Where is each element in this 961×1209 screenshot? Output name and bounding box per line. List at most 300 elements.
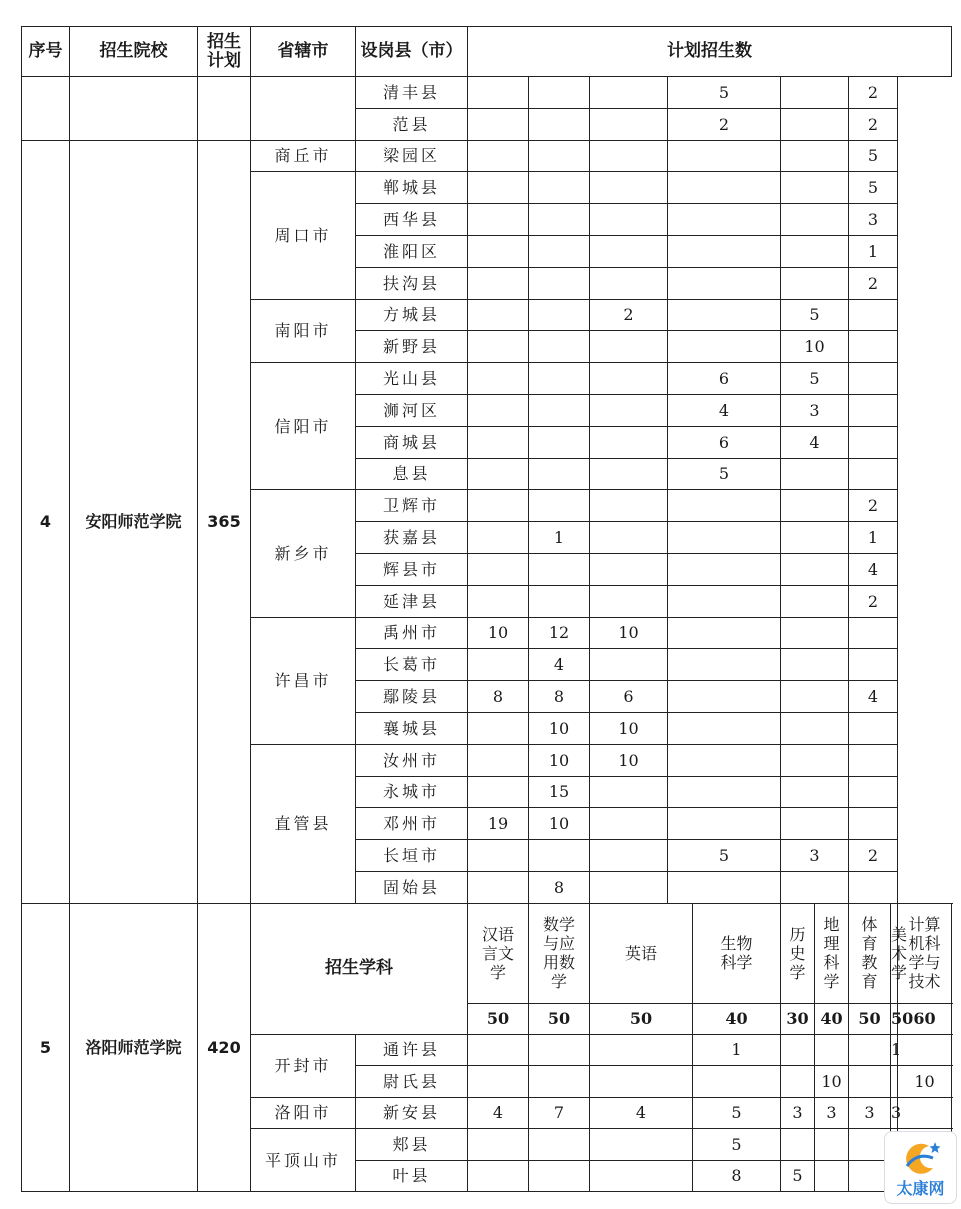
count-cell — [668, 553, 781, 585]
count-cell: 4 — [468, 1097, 529, 1129]
count-cell — [468, 522, 529, 554]
count-cell — [529, 1034, 590, 1066]
subject-quota: 30 — [781, 1003, 815, 1034]
school-name: 洛阳师范学院 — [70, 903, 198, 1192]
count-cell — [781, 1066, 815, 1098]
county-cell: 通许县 — [356, 1034, 468, 1066]
subject-name-line: 术 — [891, 943, 908, 963]
subject-name-line: 学 — [891, 962, 908, 982]
count-cell — [468, 585, 529, 617]
subject-name-line: 英语 — [624, 943, 657, 963]
count-cell — [849, 331, 898, 363]
count-cell — [590, 426, 668, 458]
count-cell — [849, 776, 898, 808]
city-cell: 平顶山市 — [251, 1129, 356, 1192]
count-cell — [668, 204, 781, 236]
count-cell: 10 — [529, 808, 590, 840]
count-cell — [468, 77, 529, 109]
count-cell: 3 — [781, 840, 849, 872]
count-cell: 12 — [529, 617, 590, 649]
count-cell — [529, 426, 590, 458]
count-cell — [468, 204, 529, 236]
count-cell: 5 — [781, 363, 849, 395]
county-cell: 叶县 — [356, 1160, 468, 1192]
table-row — [22, 903, 952, 1003]
count-cell: 10 — [529, 744, 590, 776]
count-cell — [468, 267, 529, 299]
count-cell: 6 — [590, 681, 668, 713]
subject-quota: 60 — [898, 1003, 952, 1034]
count-cell — [529, 1160, 590, 1192]
count-cell: 2 — [849, 490, 898, 522]
count-cell — [849, 617, 898, 649]
county-cell: 息县 — [356, 458, 468, 490]
count-cell — [668, 681, 781, 713]
count-cell — [590, 172, 668, 204]
count-cell: 3 — [849, 204, 898, 236]
count-cell — [668, 172, 781, 204]
count-cell — [668, 871, 781, 903]
count-cell — [668, 808, 781, 840]
count-cell — [693, 1066, 781, 1098]
count-cell — [590, 140, 668, 172]
subject-name-line: 数学 — [542, 915, 575, 935]
count-cell — [590, 553, 668, 585]
count-cell — [781, 490, 849, 522]
count-cell — [468, 712, 529, 744]
subject-quota: 40 — [815, 1003, 849, 1034]
subject-name-line: 学与 — [908, 953, 941, 973]
count-cell — [590, 1160, 693, 1192]
count-cell — [781, 140, 849, 172]
count-cell: 5 — [693, 1129, 781, 1161]
count-cell: 8 — [693, 1160, 781, 1192]
count-cell — [668, 649, 781, 681]
count-cell — [529, 204, 590, 236]
school-name: 安阳师范学院 — [70, 140, 198, 903]
county-cell: 方城县 — [356, 299, 468, 331]
count-cell: 5 — [668, 458, 781, 490]
count-cell — [668, 331, 781, 363]
city-cell: 洛阳市 — [251, 1097, 356, 1129]
count-cell — [590, 776, 668, 808]
subject-name — [590, 903, 693, 1003]
count-cell: 2 — [590, 299, 668, 331]
subject-name-line: 理 — [823, 934, 840, 954]
count-cell — [668, 267, 781, 299]
count-cell — [781, 649, 849, 681]
count-cell — [468, 1129, 529, 1161]
count-cell — [590, 458, 668, 490]
subject-name-line: 历 — [789, 924, 806, 944]
watermark-logo — [884, 1131, 957, 1204]
count-cell: 1 — [693, 1034, 781, 1066]
count-cell — [781, 553, 849, 585]
count-cell — [529, 235, 590, 267]
count-cell — [590, 1129, 693, 1161]
count-cell — [668, 299, 781, 331]
count-cell — [898, 1097, 952, 1129]
count-cell — [781, 1129, 815, 1161]
count-cell: 10 — [590, 712, 668, 744]
count-cell — [529, 1129, 590, 1161]
recruitment-table — [21, 26, 952, 1192]
count-cell — [590, 331, 668, 363]
subject-name — [815, 903, 849, 1003]
subject-name-line: 用数 — [542, 953, 575, 973]
count-cell: 2 — [849, 108, 898, 140]
county-cell: 襄城县 — [356, 712, 468, 744]
count-cell — [849, 458, 898, 490]
county-cell: 鄢陵县 — [356, 681, 468, 713]
city-cell: 新乡市 — [251, 490, 356, 617]
subject-name-line: 教 — [861, 953, 878, 973]
header-county: 设岗县（市） — [356, 27, 468, 77]
subject-name-line: 与应 — [542, 934, 575, 954]
count-cell — [849, 808, 898, 840]
count-cell: 10 — [815, 1066, 849, 1098]
subject-name-line: 汉语 — [481, 924, 514, 944]
count-cell: 15 — [529, 776, 590, 808]
count-cell — [468, 363, 529, 395]
county-cell: 汝州市 — [356, 744, 468, 776]
subject-name — [781, 903, 815, 1003]
count-cell — [468, 1034, 529, 1066]
count-cell — [668, 140, 781, 172]
count-cell — [668, 235, 781, 267]
count-cell — [529, 553, 590, 585]
count-cell — [849, 649, 898, 681]
count-cell — [590, 267, 668, 299]
count-cell: 10 — [898, 1066, 952, 1098]
count-cell — [849, 1066, 891, 1098]
county-cell: 辉县市 — [356, 553, 468, 585]
count-cell — [590, 235, 668, 267]
count-cell — [891, 1066, 898, 1098]
count-cell: 5 — [781, 1160, 815, 1192]
count-cell: 4 — [529, 649, 590, 681]
header-plan-line: 招生 — [207, 31, 241, 52]
plan-cell: 420 — [198, 903, 251, 1192]
subject-quota: 40 — [693, 1003, 781, 1034]
header-plan — [198, 27, 251, 77]
table-row — [22, 27, 952, 77]
count-cell — [849, 394, 898, 426]
subject-name-line: 育 — [861, 934, 878, 954]
count-cell — [529, 840, 590, 872]
county-cell: 郏县 — [356, 1129, 468, 1161]
county-cell: 新野县 — [356, 331, 468, 363]
count-cell — [781, 235, 849, 267]
count-cell — [590, 77, 668, 109]
count-cell — [781, 108, 849, 140]
subject-name-line: 体 — [861, 915, 878, 935]
count-cell — [468, 394, 529, 426]
county-cell: 新安县 — [356, 1097, 468, 1129]
subject-quota: 50 — [529, 1003, 590, 1034]
county-cell: 西华县 — [356, 204, 468, 236]
count-cell: 1 — [891, 1034, 898, 1066]
count-cell: 5 — [781, 299, 849, 331]
subject-name — [529, 903, 590, 1003]
count-cell: 4 — [668, 394, 781, 426]
subject-name — [468, 903, 529, 1003]
count-cell — [781, 204, 849, 236]
count-cell — [468, 108, 529, 140]
county-cell: 淮阳区 — [356, 235, 468, 267]
count-cell: 6 — [668, 426, 781, 458]
count-cell — [781, 712, 849, 744]
count-cell — [590, 363, 668, 395]
count-cell — [529, 299, 590, 331]
county-cell: 尉氏县 — [356, 1066, 468, 1098]
county-cell: 卫辉市 — [356, 490, 468, 522]
count-cell: 3 — [891, 1097, 898, 1129]
count-cell — [529, 585, 590, 617]
subject-name-line: 科学 — [720, 953, 753, 973]
count-cell — [529, 172, 590, 204]
county-cell: 浉河区 — [356, 394, 468, 426]
count-cell — [468, 840, 529, 872]
county-cell: 邓州市 — [356, 808, 468, 840]
header-city: 省辖市 — [251, 27, 356, 77]
count-cell — [781, 808, 849, 840]
subject-name-line: 学 — [550, 972, 567, 992]
count-cell — [781, 522, 849, 554]
count-cell — [468, 331, 529, 363]
count-cell — [590, 649, 668, 681]
count-cell — [668, 776, 781, 808]
crescent-star-icon — [899, 1138, 943, 1178]
count-cell — [529, 108, 590, 140]
school-cell — [70, 77, 198, 141]
count-cell: 4 — [849, 681, 898, 713]
city-cell: 南阳市 — [251, 299, 356, 363]
subject-quota: 50 — [468, 1003, 529, 1034]
count-cell — [529, 1066, 590, 1098]
count-cell: 10 — [590, 617, 668, 649]
count-cell — [668, 712, 781, 744]
count-cell: 2 — [849, 840, 898, 872]
count-cell — [529, 77, 590, 109]
subject-name-line: 计算 — [908, 915, 941, 935]
count-cell: 19 — [468, 808, 529, 840]
count-cell: 5 — [693, 1097, 781, 1129]
count-cell — [849, 744, 898, 776]
count-cell — [529, 490, 590, 522]
count-cell — [781, 172, 849, 204]
count-cell: 1 — [529, 522, 590, 554]
subject-quota: 50 — [849, 1003, 891, 1034]
count-cell — [590, 490, 668, 522]
plan-cell — [198, 77, 251, 141]
county-cell: 获嘉县 — [356, 522, 468, 554]
subject-name — [849, 903, 891, 1003]
table-row — [22, 140, 952, 172]
subject-name-line: 育 — [861, 972, 878, 992]
count-cell: 5 — [849, 140, 898, 172]
count-cell: 3 — [849, 1097, 891, 1129]
county-cell: 清丰县 — [356, 77, 468, 109]
subject-name-line: 言文 — [481, 943, 514, 963]
count-cell — [781, 458, 849, 490]
count-cell — [781, 585, 849, 617]
count-cell — [849, 712, 898, 744]
subject-name — [693, 903, 781, 1003]
count-cell — [590, 1034, 693, 1066]
count-cell — [781, 617, 849, 649]
count-cell: 7 — [529, 1097, 590, 1129]
subject-header: 招生学科 — [251, 903, 468, 1034]
subject-name-line: 学 — [489, 962, 506, 982]
count-cell — [529, 394, 590, 426]
count-cell — [529, 458, 590, 490]
county-cell: 固始县 — [356, 871, 468, 903]
count-cell — [668, 522, 781, 554]
count-cell: 3 — [815, 1097, 849, 1129]
count-cell — [781, 871, 849, 903]
count-cell — [590, 808, 668, 840]
count-cell — [668, 617, 781, 649]
count-cell — [468, 490, 529, 522]
count-cell — [590, 1066, 693, 1098]
count-cell: 8 — [529, 871, 590, 903]
count-cell: 2 — [849, 267, 898, 299]
subject-name-line: 史 — [789, 943, 806, 963]
count-cell — [590, 394, 668, 426]
county-cell: 长葛市 — [356, 649, 468, 681]
count-cell — [468, 172, 529, 204]
county-cell: 延津县 — [356, 585, 468, 617]
seq-cell: 4 — [22, 140, 70, 903]
count-cell: 2 — [849, 77, 898, 109]
count-cell — [781, 267, 849, 299]
count-cell — [468, 458, 529, 490]
count-cell — [849, 1034, 891, 1066]
header-count: 计划招生数 — [468, 27, 952, 77]
count-cell — [468, 1160, 529, 1192]
subject-name-line: 学 — [823, 972, 840, 992]
subject-name-line: 生物 — [720, 934, 753, 954]
count-cell — [781, 744, 849, 776]
count-cell — [590, 585, 668, 617]
city-cell: 周口市 — [251, 172, 356, 299]
watermark-text: 太康网 — [896, 1179, 945, 1198]
subject-name-line: 地 — [823, 915, 840, 935]
county-cell: 梁园区 — [356, 140, 468, 172]
header-plan-line: 计划 — [207, 50, 241, 71]
count-cell — [590, 522, 668, 554]
count-cell: 5 — [849, 172, 898, 204]
county-cell: 禹州市 — [356, 617, 468, 649]
count-cell — [815, 1129, 849, 1161]
seq-cell — [22, 77, 70, 141]
count-cell: 1 — [849, 522, 898, 554]
subject-name-line: 学 — [789, 962, 806, 982]
subject-quota: 50 — [590, 1003, 693, 1034]
header-school: 招生院校 — [70, 27, 198, 77]
count-cell: 2 — [849, 585, 898, 617]
county-cell: 永城市 — [356, 776, 468, 808]
count-cell — [815, 1034, 849, 1066]
count-cell — [590, 204, 668, 236]
count-cell: 10 — [590, 744, 668, 776]
city-cell — [251, 77, 356, 141]
count-cell — [668, 744, 781, 776]
city-cell: 开封市 — [251, 1034, 356, 1097]
count-cell — [529, 267, 590, 299]
count-cell: 5 — [668, 77, 781, 109]
table-row — [22, 77, 952, 109]
count-cell — [468, 426, 529, 458]
count-cell: 4 — [590, 1097, 693, 1129]
subject-name-line: 科 — [823, 953, 840, 973]
count-cell — [468, 649, 529, 681]
count-cell — [849, 299, 898, 331]
city-cell: 直管县 — [251, 744, 356, 903]
count-cell: 4 — [781, 426, 849, 458]
count-cell — [815, 1160, 849, 1192]
count-cell — [849, 426, 898, 458]
county-cell: 范县 — [356, 108, 468, 140]
count-cell — [590, 108, 668, 140]
count-cell — [468, 299, 529, 331]
count-cell — [590, 840, 668, 872]
plan-cell: 365 — [198, 140, 251, 903]
count-cell: 3 — [781, 1097, 815, 1129]
count-cell: 8 — [529, 681, 590, 713]
count-cell — [781, 776, 849, 808]
count-cell: 10 — [781, 331, 849, 363]
count-cell — [468, 744, 529, 776]
subject-name-line: 机科 — [908, 934, 941, 954]
count-cell — [849, 363, 898, 395]
count-cell: 1 — [849, 235, 898, 267]
seq-cell: 5 — [22, 903, 70, 1192]
count-cell — [781, 77, 849, 109]
subject-name — [891, 903, 908, 1003]
header-seq: 序号 — [22, 27, 70, 77]
count-cell — [529, 140, 590, 172]
count-cell — [468, 235, 529, 267]
count-cell: 8 — [468, 681, 529, 713]
county-cell: 商城县 — [356, 426, 468, 458]
count-cell — [468, 776, 529, 808]
count-cell — [781, 681, 849, 713]
count-cell — [668, 585, 781, 617]
count-cell: 5 — [668, 840, 781, 872]
county-cell: 扶沟县 — [356, 267, 468, 299]
count-cell — [529, 331, 590, 363]
count-cell — [590, 871, 668, 903]
county-cell: 光山县 — [356, 363, 468, 395]
count-cell — [898, 1034, 952, 1066]
city-cell: 商丘市 — [251, 140, 356, 172]
subject-quota: 50 — [891, 1003, 898, 1034]
count-cell: 6 — [668, 363, 781, 395]
count-cell — [529, 363, 590, 395]
city-cell: 许昌市 — [251, 617, 356, 744]
count-cell — [781, 1034, 815, 1066]
count-cell: 3 — [781, 394, 849, 426]
count-cell — [468, 140, 529, 172]
count-cell: 10 — [468, 617, 529, 649]
county-cell: 长垣市 — [356, 840, 468, 872]
count-cell — [668, 490, 781, 522]
count-cell: 4 — [849, 553, 898, 585]
subject-name-line: 技术 — [908, 972, 941, 992]
county-cell: 郸城县 — [356, 172, 468, 204]
